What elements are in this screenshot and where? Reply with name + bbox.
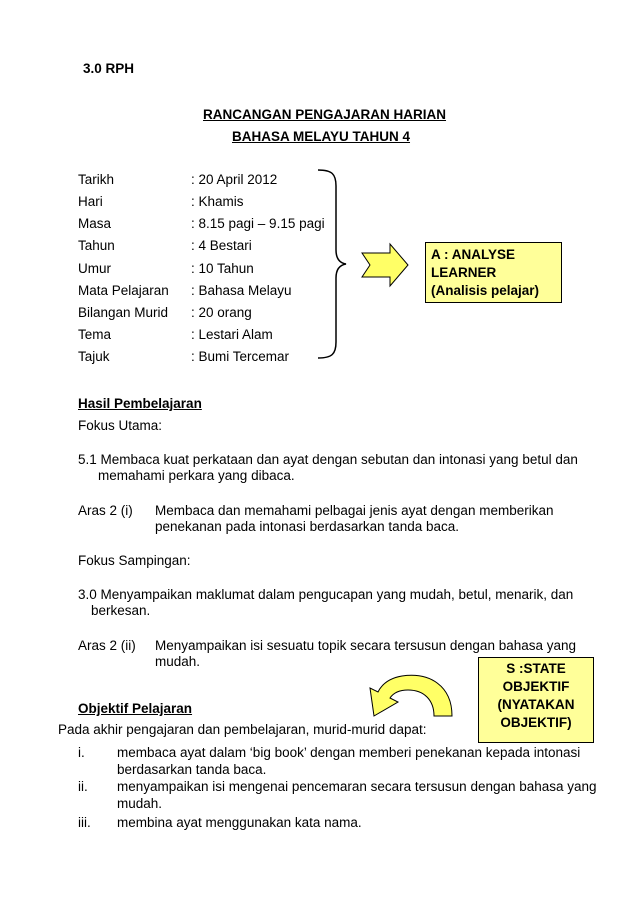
- info-label-hari: Hari: [78, 194, 103, 209]
- analyse-box-line-1: A : ANALYSE: [431, 247, 516, 262]
- outcome-5-1-line-2: memahami perkara yang dibaca.: [98, 468, 295, 483]
- aras-2-i-label: Aras 2 (i): [78, 503, 133, 518]
- info-value-tahun: : 4 Bestari: [191, 238, 252, 253]
- info-label-mata-pelajaran: Mata Pelajaran: [78, 283, 169, 298]
- state-box-line-4: OBJEKTIF): [500, 715, 572, 730]
- right-brace-icon: [310, 166, 350, 362]
- aras-2-ii-line-2: mudah.: [155, 654, 201, 669]
- info-label-bilangan-murid: Bilangan Murid: [78, 305, 169, 320]
- objektif-intro: Pada akhir pengajaran dan pembelajaran, murid-murid dapat:: [58, 722, 427, 737]
- section-heading: 3.0 RPH: [83, 61, 135, 76]
- objective-item-1-line-2: berdasarkan tanda baca.: [117, 762, 267, 777]
- analyse-learner-box: [425, 242, 562, 303]
- info-label-umur: Umur: [78, 261, 111, 276]
- info-value-tajuk: : Bumi Tercemar: [191, 349, 290, 364]
- aras-2-i-line-1: Membaca dan memahami pelbagai jenis ayat dengan memberikan: [155, 503, 554, 518]
- right-arrow-icon: [360, 242, 410, 288]
- curved-down-arrow-icon: [360, 664, 462, 724]
- state-box-line-1: S :STATE: [506, 661, 566, 676]
- outcome-3-0-line-1: 3.0 Menyampaikan maklumat dalam pengucapan yang mudah, betul, menarik, dan: [78, 587, 574, 602]
- info-value-tarikh: : 20 April 2012: [191, 172, 278, 187]
- info-label-tema: Tema: [78, 327, 112, 342]
- outcome-3-0-line-2: berkesan.: [91, 603, 151, 618]
- objektif-heading: Objektif Pelajaran: [78, 701, 193, 716]
- aras-2-ii-label: Aras 2 (ii): [78, 638, 136, 653]
- objective-item-1-line-1: membaca ayat dalam ‘big book’ dengan memberi penekanan kepada intonasi: [117, 745, 581, 760]
- fokus-sampingan-label: Fokus Sampingan:: [78, 553, 191, 568]
- objective-item-2-line-1: menyampaikan isi mengenai pencemaran secara tersusun dengan bahasa yang: [117, 779, 597, 794]
- document-subtitle: BAHASA MELAYU TAHUN 4: [232, 129, 411, 144]
- info-label-masa: Masa: [78, 216, 112, 231]
- info-value-bilangan-murid: : 20 orang: [191, 305, 252, 320]
- outcome-5-1-line-1: 5.1 Membaca kuat perkataan dan ayat dengan sebutan dan intonasi yang betul dan: [78, 452, 578, 467]
- hasil-heading: Hasil Pembelajaran: [78, 396, 202, 411]
- state-objective-box: [478, 657, 594, 743]
- info-value-mata-pelajaran: : Bahasa Melayu: [191, 283, 292, 298]
- objective-number: i.: [78, 745, 85, 760]
- aras-2-i-line-2: penekanan pada intonasi berdasarkan tanda baca.: [155, 519, 459, 534]
- objective-item-3-line-1: membina ayat menggunakan kata nama.: [117, 815, 362, 830]
- document-title: RANCANGAN PENGAJARAN HARIAN: [203, 107, 447, 122]
- analyse-box-line-3: (Analisis pelajar): [431, 283, 540, 298]
- state-box-line-2: OBJEKTIF: [502, 679, 570, 694]
- state-box-line-3: (NYATAKAN: [497, 697, 575, 712]
- analyse-box-line-2: LEARNER: [431, 265, 497, 280]
- info-value-masa: : 8.15 pagi – 9.15 pagi: [191, 216, 325, 231]
- info-label-tajuk: Tajuk: [78, 349, 110, 364]
- objective-number: ii.: [78, 779, 88, 794]
- objective-number: iii.: [78, 815, 91, 830]
- objective-item-2-line-2: mudah.: [117, 796, 163, 811]
- info-value-umur: : 10 Tahun: [191, 261, 254, 276]
- info-label-tahun: Tahun: [78, 238, 115, 253]
- info-value-tema: : Lestari Alam: [191, 327, 273, 342]
- aras-2-ii-line-1: Menyampaikan isi sesuatu topik secara tersusun dengan bahasa yang: [155, 638, 577, 653]
- info-value-hari: : Khamis: [191, 194, 244, 209]
- info-label-tarikh: Tarikh: [78, 172, 115, 187]
- fokus-utama-label: Fokus Utama:: [78, 418, 163, 433]
